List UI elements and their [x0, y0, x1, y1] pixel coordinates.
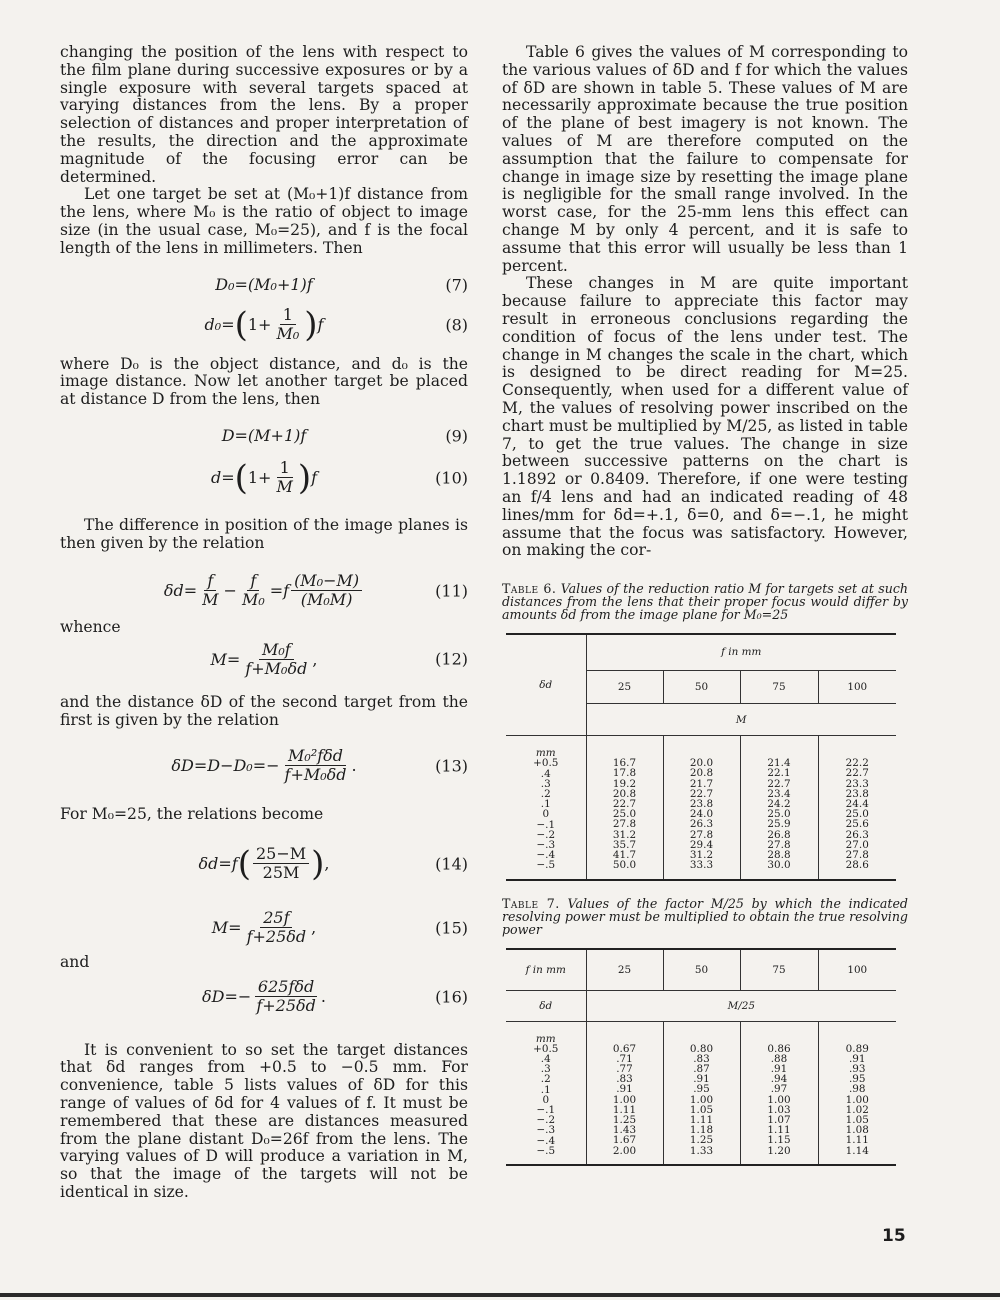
right-paren: )	[311, 843, 325, 884]
equation-16	[60, 972, 468, 1022]
paragraph: Let one target be set at (M₀+1)f distance from the lens, where M₀ is the ratio of object to image size (in the usual case, M₀=25), and f is the focal length of the lens in millimeters. Then	[60, 185, 468, 257]
equation-number: (16)	[435, 987, 468, 1007]
equation-9	[60, 417, 468, 455]
denominator: M₀	[276, 324, 300, 344]
equation-expression: D=(M+1)f	[221, 426, 307, 446]
paragraph: For M₀=25, the relations become	[60, 804, 324, 823]
table-6	[506, 633, 896, 880]
punctuation: .	[320, 987, 326, 1007]
fraction	[239, 572, 268, 609]
left-column	[60, 44, 468, 1202]
column-values: 20.0 20.8 21.7 22.7 23.8 24.0 26.3 27.8 29.4 31.2 33.3	[689, 757, 714, 872]
table-6-grid	[506, 635, 896, 878]
row-header: δd	[506, 635, 586, 736]
paragraph: The difference in position of the image planes is then given by the relation	[60, 515, 468, 552]
dd-values: +0.5 .4 .3 .2 .1 0 −.1 −.2 −.3 −.4 −.5	[533, 1042, 559, 1157]
equation-lhs: δD=D−D₀=−	[171, 756, 280, 776]
punctuation: .	[351, 756, 357, 776]
right-paren: )	[297, 457, 312, 498]
equation-10	[60, 455, 468, 501]
column-values: 0.67 .71 .77 .83 .91 1.00 1.11 1.25 1.43 1.67 2.00	[612, 1042, 637, 1157]
column-header: 100	[818, 950, 896, 991]
group-header: f in mm	[586, 635, 896, 670]
numerator: 25f	[260, 909, 292, 928]
table-caption-text: Values of the factor M/25 by which the indicated resolving power must be multiplied to obtain the true resolving power	[502, 895, 908, 937]
equation-number: (12)	[435, 649, 468, 669]
paragraph: and	[60, 952, 90, 971]
dd-column	[506, 736, 586, 879]
equation-term: f	[311, 468, 318, 488]
column-header: 100	[818, 670, 896, 704]
equation-number: (15)	[435, 918, 468, 938]
column-header: 50	[663, 950, 740, 991]
numerator: 25−M	[253, 845, 309, 864]
right-paren: )	[304, 304, 318, 345]
bottom-rule	[0, 1293, 1000, 1297]
column-values: 16.7 17.8 19.2 20.8 22.7 25.0 27.8 31.2 35.7 41.7 50.0	[612, 757, 637, 872]
table-6-caption	[502, 582, 908, 621]
equation-15	[60, 902, 468, 954]
equation-14	[60, 838, 468, 890]
denominator: M	[276, 477, 293, 497]
fraction	[242, 641, 310, 678]
equation-13	[60, 740, 468, 792]
paragraph: Table 6 gives the values of M corresponding to the various values of δD and f for which the values of δD are shown in table 5. These values of M are necessarily approximate because the true position of the plane of best imagery is not known. The values of M are therefore computed on the assumption that the failure to compensate for change in image size by resetting the image plane is negligible for the small range involved. In the worst case, for the 25-mm lens this effect can change M by only 4 percent, and it is safe to assume that this error will usually be less than 1 percent.	[502, 43, 908, 275]
punctuation: ,	[324, 854, 330, 874]
table-label: Table 7.	[502, 895, 560, 911]
fraction	[273, 459, 295, 496]
table-cell	[663, 736, 740, 879]
table-7-caption	[502, 897, 908, 936]
fraction	[199, 572, 221, 609]
equation-lhs: d=	[210, 468, 235, 488]
table-cell	[586, 736, 663, 879]
table-cell	[740, 736, 818, 879]
equation-11	[60, 563, 468, 619]
column-values: 22.2 22.7 23.3 23.8 24.4 25.0 25.6 26.3 27.0 27.8 28.6	[845, 757, 869, 872]
column-values: 0.80 .83 .87 .91 .95 1.00 1.05 1.11 1.18 1.25 1.33	[689, 1042, 714, 1157]
equation-number: (11)	[435, 581, 468, 601]
equation-number: (7)	[445, 275, 468, 295]
dd-values: +0.5 .4 .3 .2 .1 0 −.1 −.2 −.3 −.4 −.5	[533, 757, 559, 872]
left-paren: (	[234, 457, 248, 498]
column-header: 75	[740, 950, 818, 991]
paragraph: and the distance δD of the second target from the first is given by the relation	[60, 693, 468, 730]
column-header: 50	[663, 670, 740, 704]
right-column	[502, 44, 908, 1166]
table-7-grid	[506, 950, 896, 1164]
equation-number: (8)	[445, 315, 468, 335]
column-values: 0.89 .91 .93 .95 .98 1.00 1.02 1.05 1.08 1.11 1.14	[845, 1042, 869, 1157]
paragraph: changing the position of the lens with respect to the film plane during successive exposures or by a single exposure with several targets spaced at varying distances from the lens. By a proper selection of distances and proper interpretation of the results, the direction and the approximate magnitude of the focusing error can be determined.	[60, 43, 468, 186]
numerator: f	[204, 572, 216, 591]
equation-lhs: δD=−	[202, 987, 252, 1007]
equation-12	[60, 636, 468, 682]
equation-lhs: d₀=	[204, 315, 235, 335]
numerator: (M₀−M)	[291, 572, 362, 591]
column-header: 75	[740, 670, 818, 704]
paragraph: It is convenient to so set the target distances that δd ranges from +0.5 to −0.5 mm. For convenience, table 5 lists values of δD for this range of values of δd for 4 values of f. It must be remembered that these are distances measured from the plane distant D₀=26f from the lens. The varying values of D will produce a variation in M, so that the image of the targets will not be identical in size.	[60, 1040, 468, 1201]
denominator: f+M₀δd	[245, 658, 308, 678]
page-number: 15	[882, 1226, 906, 1246]
numerator: 1	[280, 306, 296, 325]
left-paren: (	[234, 304, 248, 345]
equation-number: (13)	[435, 756, 468, 776]
fraction	[253, 845, 309, 882]
dd-column	[506, 1021, 586, 1164]
fraction	[273, 306, 302, 343]
fraction	[244, 909, 310, 946]
fraction	[253, 978, 319, 1015]
equation-lhs: δd=f	[198, 854, 238, 874]
equation-term: 1+	[247, 315, 272, 335]
equation-expression: D₀=(M₀+1)f	[215, 275, 313, 295]
table-label: Table 6.	[502, 581, 557, 597]
denominator: f+25δd	[256, 996, 316, 1016]
numerator: 1	[277, 459, 293, 478]
table-cell	[740, 1021, 818, 1164]
denominator: f+25δd	[246, 927, 307, 947]
numerator: 625fδd	[255, 978, 317, 997]
row-header: δd	[506, 990, 586, 1021]
column-values: 0.86 .88 .91 .94 .97 1.00 1.03 1.07 1.11 1.15 1.20	[767, 1042, 791, 1157]
equation-number: (10)	[435, 468, 468, 488]
numerator: M₀f	[259, 641, 294, 660]
equation-7	[60, 268, 468, 302]
table-cell	[663, 1021, 740, 1164]
denominator: 25M	[262, 863, 300, 883]
punctuation: ,	[311, 918, 317, 938]
equation-term: 1+	[247, 468, 272, 488]
unit-label: mm	[535, 747, 556, 760]
denominator: M	[202, 590, 219, 610]
equation-number: (9)	[445, 426, 468, 446]
minus-sign: −	[223, 581, 237, 601]
unit-label: mm	[535, 1032, 556, 1045]
equation-term: f	[317, 315, 324, 335]
equation-term: =f	[269, 581, 290, 601]
equation-lhs: δd=	[163, 581, 198, 601]
paragraph: whence	[60, 617, 121, 636]
table-cell	[818, 736, 896, 879]
equation-lhs: M=	[210, 649, 241, 669]
sub-header: M	[586, 704, 896, 736]
table-7	[506, 948, 896, 1166]
table-cell	[818, 1021, 896, 1164]
paragraph: These changes in M are quite important because failure to appreciate this factor may result in erroneous conclusions regarding the condition of focus of the lens under test. The change in M changes the scale in the chart, which is designed to be direct reading for M=25. Consequently, when used for a different value of M, the values of resolving power inscribed on the chart must be multiplied by M/25, as listed in table 7, to get the true values. The change in size between successive patterns on the chart is 1.1892 or 0.8409. Therefore, if one were testing an f/4 lens and had an indicated reading of 48 lines/mm for δd=+.1, δ=0, and δ=−.1, he might assume that the focus was satisfactory. However, on making the cor-	[502, 274, 908, 560]
denominator: f+M₀δd	[284, 765, 347, 785]
column-values: 21.4 22.1 22.7 23.4 24.2 25.0 25.9 26.8 27.8 28.8 30.0	[767, 757, 791, 872]
punctuation: ,	[312, 649, 318, 669]
column-header: 25	[586, 670, 663, 704]
left-paren: (	[237, 843, 251, 884]
table-cell	[586, 1021, 663, 1164]
equation-lhs: M=	[211, 918, 242, 938]
fraction	[291, 572, 362, 609]
numerator: M₀²fδd	[285, 747, 346, 766]
fraction	[282, 747, 350, 784]
table-caption-text: Values of the reduction ratio M for targets set at such distances from the lens that their proper focus would differ by amounts δd from the image plane for M₀=25	[502, 581, 908, 623]
denominator: (M₀M)	[300, 590, 353, 610]
column-header: 25	[586, 950, 663, 991]
equation-number: (14)	[435, 854, 468, 874]
paragraph: where D₀ is the object distance, and d₀ is the image distance. Now let another target be placed at distance D from the lens, then	[60, 354, 468, 409]
equation-8	[60, 302, 468, 348]
column-header: f in mm	[506, 950, 586, 991]
numerator: f	[247, 572, 259, 591]
sub-header: M/25	[586, 990, 896, 1021]
denominator: M₀	[241, 590, 265, 610]
